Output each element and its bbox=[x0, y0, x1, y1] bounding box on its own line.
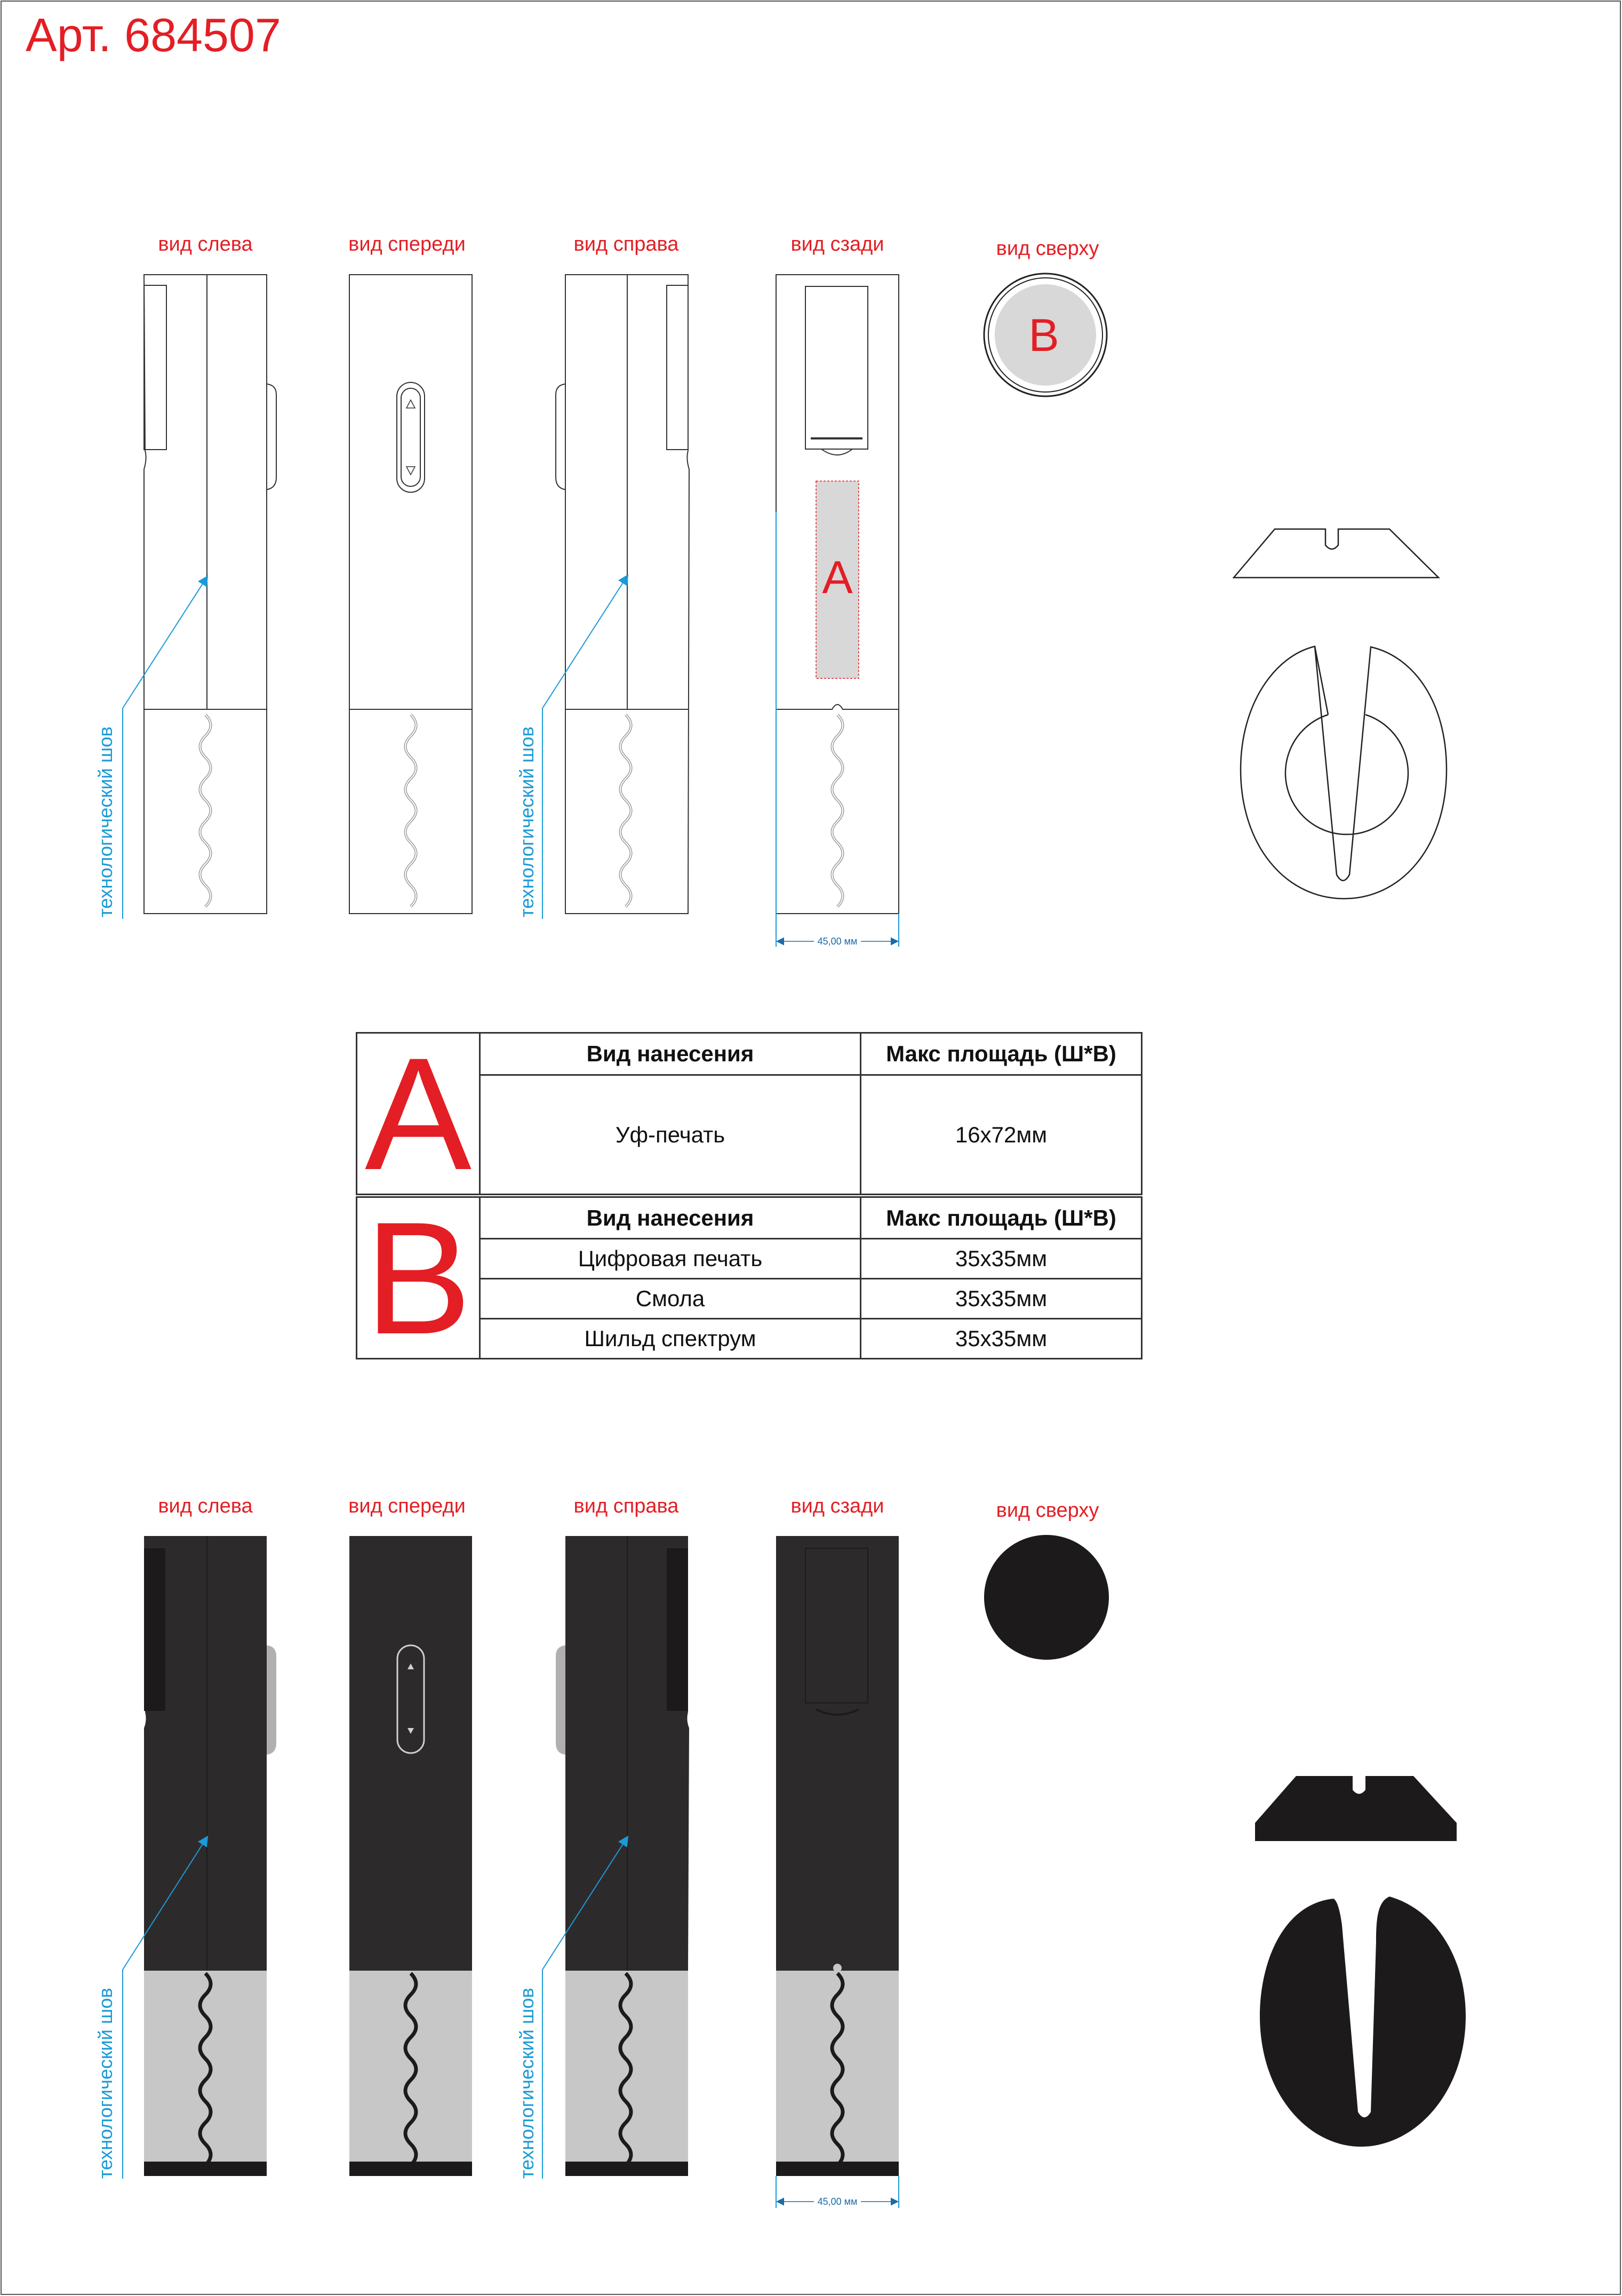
article-title: Арт. 684507 bbox=[26, 9, 281, 61]
table-b-row-3-method: Шильд спектрум bbox=[480, 1319, 861, 1359]
table-b-row-2-area: 35х35мм bbox=[861, 1279, 1142, 1319]
print-zone-a-label: A bbox=[822, 552, 853, 603]
label-right-view: вид справа bbox=[573, 233, 679, 255]
top-view-color bbox=[984, 1535, 1109, 1660]
left-view-outline bbox=[144, 275, 276, 914]
label-back-view-2: вид сзади bbox=[790, 1495, 884, 1517]
seam-label-left: технологический шов bbox=[94, 726, 116, 917]
table-a-header-area: Макс площадь (Ш*В) bbox=[861, 1033, 1142, 1075]
label-back-view: вид сзади bbox=[790, 233, 884, 255]
spec-table-b bbox=[356, 1188, 1142, 1367]
label-top-view: вид сверху bbox=[996, 237, 1099, 260]
label-top-view-2: вид сверху bbox=[996, 1499, 1099, 1522]
left-view-color bbox=[144, 1536, 276, 2176]
foil-cutter-color bbox=[1255, 1776, 1466, 2147]
front-view-outline bbox=[349, 275, 472, 914]
seam-label-right: технологический шов bbox=[516, 726, 538, 917]
spec-table-a bbox=[356, 1024, 1142, 1203]
table-b-header-area: Макс площадь (Ш*В) bbox=[861, 1197, 1142, 1239]
front-view-color bbox=[349, 1536, 472, 2176]
table-b-row-1-area: 35х35мм bbox=[861, 1239, 1142, 1279]
table-a-header-method: Вид нанесения bbox=[480, 1033, 861, 1075]
seam-pointer-left bbox=[123, 577, 207, 708]
back-view-color bbox=[776, 1536, 899, 2176]
table-b-row-1-method: Цифровая печать bbox=[480, 1239, 861, 1279]
seam-label-right-2: технологический шов bbox=[516, 1988, 538, 2179]
table-a-row-area: 16х72мм bbox=[861, 1075, 1142, 1195]
table-a-row-method: Уф-печать bbox=[480, 1075, 861, 1195]
label-front-view: вид спереди bbox=[348, 233, 466, 255]
label-left-view: вид слева bbox=[158, 233, 253, 255]
label-right-view-2: вид справа bbox=[573, 1495, 679, 1517]
dimension-label-2: 45,00 мм bbox=[817, 2196, 858, 2207]
print-zone-b-label: B bbox=[1028, 310, 1059, 361]
seam-label-left-2: технологический шов bbox=[94, 1988, 116, 2179]
foil-cutter-outline bbox=[1234, 529, 1447, 899]
label-left-view-2: вид слева bbox=[158, 1495, 253, 1517]
seam-pointer-right bbox=[542, 576, 627, 708]
table-b-letter: B bbox=[357, 1197, 480, 1359]
right-view-outline bbox=[556, 275, 689, 914]
right-view-color bbox=[556, 1536, 689, 2176]
table-b-header-method: Вид нанесения bbox=[480, 1197, 861, 1239]
table-a-letter: A bbox=[357, 1033, 480, 1195]
label-front-view-2: вид спереди bbox=[348, 1495, 466, 1517]
table-b-row-2-method: Смола bbox=[480, 1279, 861, 1319]
table-b-row-3-area: 35х35мм bbox=[861, 1319, 1142, 1359]
dimension-label: 45,00 мм bbox=[817, 936, 858, 947]
